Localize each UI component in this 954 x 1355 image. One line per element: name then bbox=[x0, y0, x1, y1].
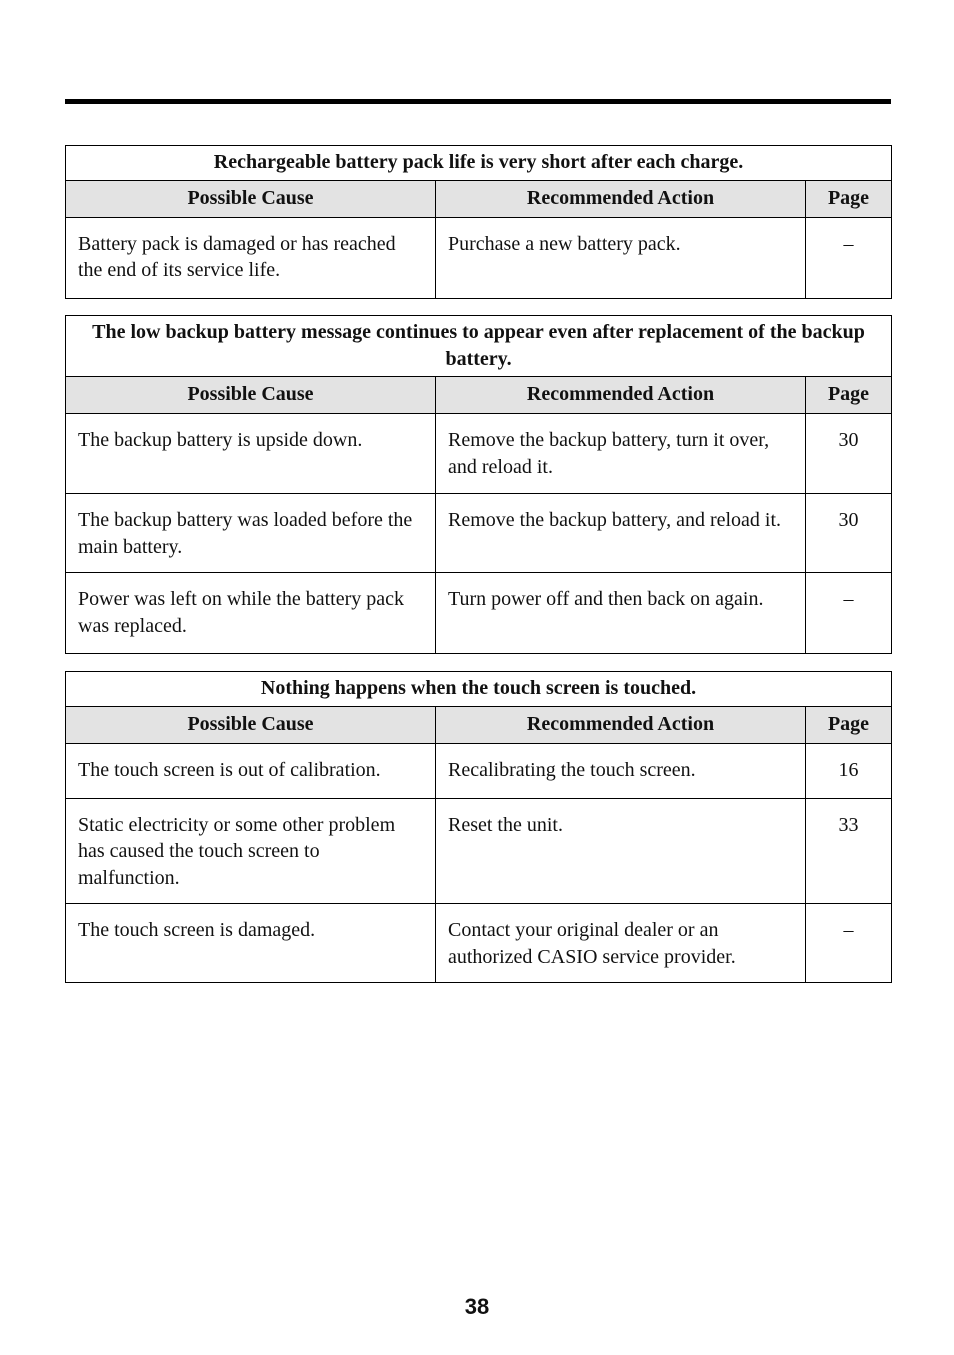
cause-cell: Battery pack is damaged or has reached the end of its service life. bbox=[66, 217, 436, 298]
table-row bbox=[66, 573, 892, 654]
column-header-action: Recommended Action bbox=[436, 180, 806, 217]
table-row bbox=[66, 743, 892, 798]
cause-cell: The backup battery is upside down. bbox=[66, 414, 436, 494]
page-cell: – bbox=[806, 904, 892, 983]
table-row bbox=[66, 217, 892, 298]
action-cell: Contact your original dealer or an authorized CASIO service provider. bbox=[436, 904, 806, 983]
cause-cell: Static electricity or some other problem has caused the touch screen to malfunction. bbox=[66, 798, 436, 904]
table-row bbox=[66, 494, 892, 573]
page-cell: 30 bbox=[806, 414, 892, 494]
column-header-action: Recommended Action bbox=[436, 377, 806, 414]
cause-cell: The touch screen is out of calibration. bbox=[66, 743, 436, 798]
page-cell: 30 bbox=[806, 494, 892, 573]
table-row bbox=[66, 904, 892, 983]
table-title: Nothing happens when the touch screen is touched. bbox=[66, 672, 892, 707]
troubleshooting-table-backup-battery bbox=[65, 315, 892, 654]
troubleshooting-table-battery-life bbox=[65, 145, 892, 299]
table-row bbox=[66, 798, 892, 904]
action-cell: Turn power off and then back on again. bbox=[436, 573, 806, 654]
table-title: The low backup battery message continues to appear even after replacement of the backup battery. bbox=[66, 316, 892, 377]
cause-cell: The backup battery was loaded before the main battery. bbox=[66, 494, 436, 573]
page-cell: 33 bbox=[806, 798, 892, 904]
table-title: Rechargeable battery pack life is very short after each charge. bbox=[66, 146, 892, 181]
header-rule bbox=[65, 99, 891, 104]
page-cell: – bbox=[806, 217, 892, 298]
cause-cell: Power was left on while the battery pack was replaced. bbox=[66, 573, 436, 654]
action-cell: Remove the backup battery, turn it over, and reload it. bbox=[436, 414, 806, 494]
page-number: 38 bbox=[464, 1294, 490, 1319]
table-row bbox=[66, 414, 892, 494]
column-header-action: Recommended Action bbox=[436, 706, 806, 743]
action-cell: Recalibrating the touch screen. bbox=[436, 743, 806, 798]
action-cell: Remove the backup battery, and reload it. bbox=[436, 494, 806, 573]
page-cell: – bbox=[806, 573, 892, 654]
cause-cell: The touch screen is damaged. bbox=[66, 904, 436, 983]
column-header-page: Page bbox=[806, 180, 892, 217]
column-header-page: Page bbox=[806, 377, 892, 414]
action-cell: Reset the unit. bbox=[436, 798, 806, 904]
column-header-cause: Possible Cause bbox=[66, 377, 436, 414]
column-header-page: Page bbox=[806, 706, 892, 743]
column-header-cause: Possible Cause bbox=[66, 706, 436, 743]
page-cell: 16 bbox=[806, 743, 892, 798]
column-header-cause: Possible Cause bbox=[66, 180, 436, 217]
action-cell: Purchase a new battery pack. bbox=[436, 217, 806, 298]
troubleshooting-table-touch-screen bbox=[65, 671, 892, 983]
